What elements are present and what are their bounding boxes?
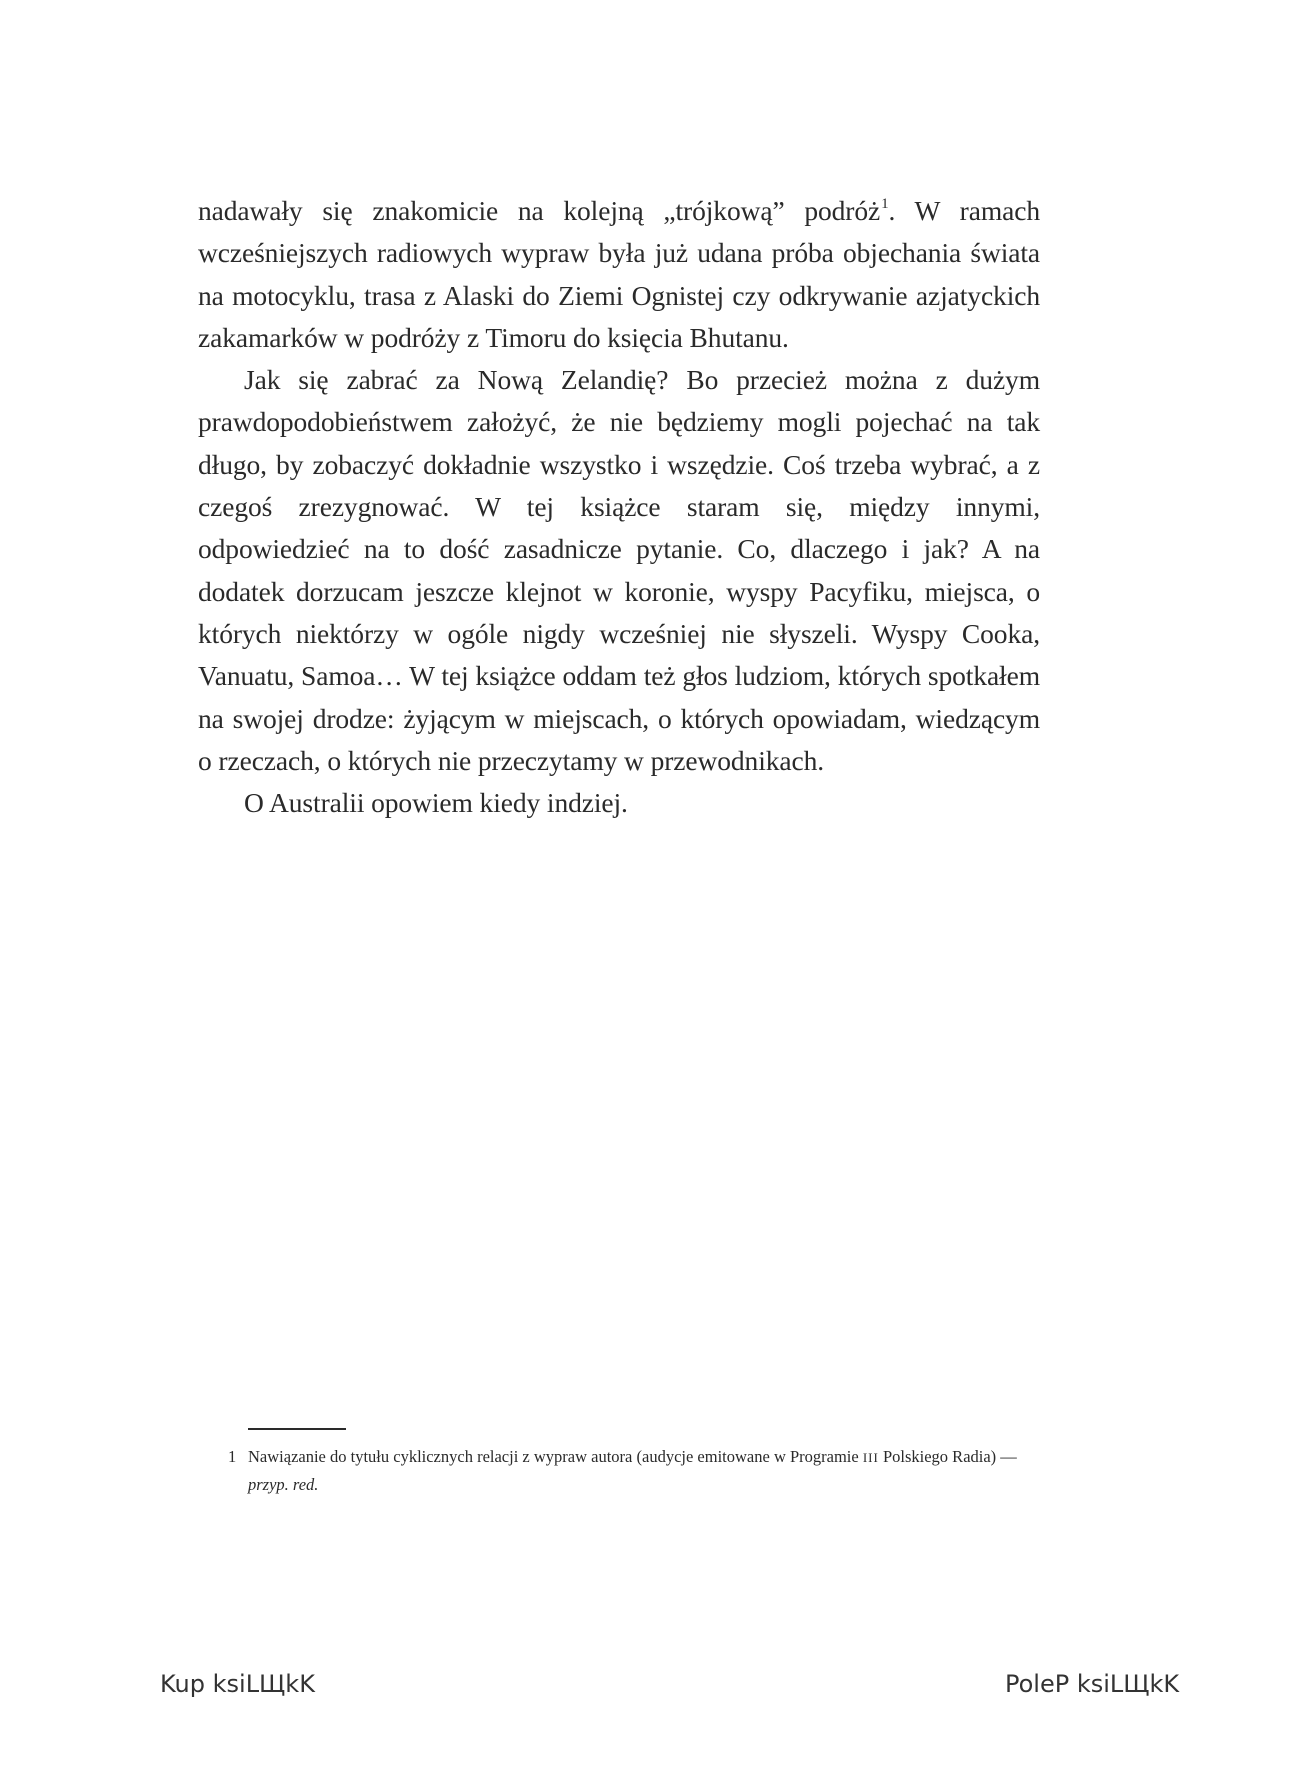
footnote xyxy=(228,1443,1028,1498)
buy-book-link[interactable]: Kup ksiLЩkK xyxy=(160,1670,315,1698)
footnote-divider xyxy=(248,1428,346,1430)
recommend-book-link[interactable]: PoleP ksiLЩkK xyxy=(1005,1670,1180,1698)
footnote-text-start: Nawiązanie do tytułu cyklicznych relacji z wypraw autora (audycje emitowane w Programie xyxy=(248,1447,863,1466)
footnote-reference[interactable]: 1 xyxy=(881,196,889,212)
footnote-text-middle: Polskiego Radia) — xyxy=(878,1447,1017,1466)
footnote-program-number: III xyxy=(862,1450,879,1465)
paragraph-2: Jak się zabrać za Nową Zelandię? Bo przecież można z dużym prawdopodobieństwem założyć, że nie będziemy mogli pojechać na tak długo, by zobaczyć dokładnie wszystko i wszędzie. Coś trzeba wybrać, a z czegoś zrezygnować. W tej książce staram się, między innymi, odpowiedzieć na to dość zasadnicze pytanie. Co, dlaczego i jak? A na dodatek dorzucam jeszcze klejnot w koronie, wyspy Pacyfiku, miejsca, o których niektórzy w ogóle nigdy wcześniej nie słyszeli. Wyspy Cooka, Vanuatu, Samoa… W tej książce oddam też głos ludziom, których spotkałem na swojej drodze: żyjącym w miejscach, o których opowiadam, wiedzącym o rzeczach, o których nie przeczytamy w przewodnikach. xyxy=(198,364,1040,776)
body-text xyxy=(198,190,1040,824)
paragraph-3: O Australii opowiem kiedy indziej. xyxy=(244,787,628,819)
footnote-editor-note: przyp. red. xyxy=(248,1475,319,1494)
paragraph-1-start: nadawały się znakomicie na kolejną „trójkową” podróż xyxy=(198,195,881,226)
paragraph-1-end: . W ramach wcześniejszych radiowych wypraw była już udana próba objechania świata na motocyklu, trasa z Alaski do Ziemi Ognistej czy odkrywanie azjatyckich zakamarków w podróży z Timoru do księcia Bhutanu. xyxy=(198,195,1040,353)
paragraph-1 xyxy=(198,190,1040,359)
footnote-number: 1 xyxy=(228,1447,237,1466)
footnote-text xyxy=(248,1443,1028,1498)
